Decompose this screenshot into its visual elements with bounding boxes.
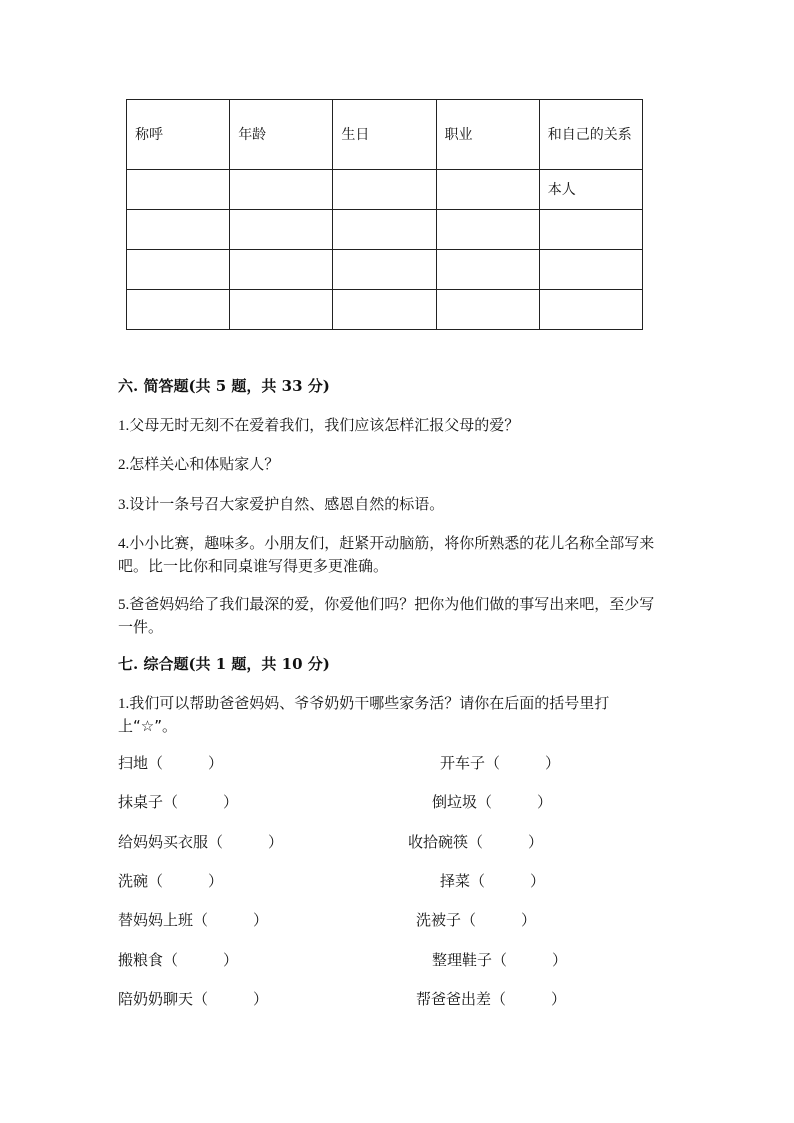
- question-number: 2.: [118, 457, 130, 473]
- question-text: 我们可以帮助爸爸妈妈、爷爷奶奶干哪些家务活？请你在后面的括号里打上“☆”。: [118, 694, 610, 735]
- answer-bracket[interactable]: （ ）: [163, 951, 239, 969]
- table-cell: [436, 250, 539, 290]
- question-6-4: [118, 532, 668, 577]
- question-text: 小小比赛，趣味多。小朋友们，赶紧开动脑筋，将你所熟悉的花儿名称全部写来吧。比一比你和同桌谁写得更多更准确。: [118, 534, 655, 575]
- answer-bracket[interactable]: （ ）: [468, 833, 544, 851]
- answer-bracket[interactable]: （ ）: [163, 793, 239, 811]
- chore-item-left: [118, 909, 268, 931]
- answer-bracket[interactable]: （ ）: [470, 872, 546, 890]
- table-cell: 本人: [539, 170, 642, 210]
- chore-item-right: [416, 988, 566, 1010]
- question-7-1: [118, 692, 668, 737]
- section-7-title: 七. 综合题(共 1 题，共 10 分): [118, 655, 330, 673]
- chore-item-right: [432, 791, 552, 813]
- chore-item-left: [118, 752, 223, 774]
- chore-label: 收拾碗筷: [408, 833, 469, 851]
- question-number: 3.: [118, 497, 130, 513]
- chore-label: 替妈妈上班: [118, 911, 194, 929]
- chore-label: 帮爸爸出差: [416, 990, 492, 1008]
- chore-item-right: [416, 909, 536, 931]
- chore-item-right: [440, 870, 545, 892]
- answer-bracket[interactable]: （ ）: [461, 911, 537, 929]
- question-text: 爸爸妈妈给了我们最深的爱，你爱他们吗？把你为他们做的事写出来吧，至少写一件。: [118, 595, 655, 636]
- answer-bracket[interactable]: （ ）: [492, 951, 568, 969]
- table-cell: [436, 170, 539, 210]
- table-header-cell: 称呼: [127, 100, 230, 170]
- table-cell: [333, 170, 436, 210]
- table-cell: [127, 250, 230, 290]
- question-number: 1.: [118, 418, 130, 434]
- answer-bracket[interactable]: （ ）: [485, 754, 561, 772]
- question-text: 怎样关心和体贴家人？: [129, 455, 280, 473]
- question-number: 1.: [118, 696, 130, 712]
- chore-label: 给妈妈买衣服: [118, 833, 209, 851]
- answer-bracket[interactable]: （ ）: [208, 833, 284, 851]
- chore-label: 搬粮食: [118, 951, 164, 969]
- chore-label: 整理鞋子: [432, 951, 493, 969]
- table-cell: [127, 170, 230, 210]
- answer-bracket[interactable]: （ ）: [193, 990, 269, 1008]
- table-cell: [436, 210, 539, 250]
- chore-item-left: [118, 831, 283, 853]
- table-cell: [127, 290, 230, 330]
- chore-label: 择菜: [440, 872, 471, 890]
- question-6-5: [118, 593, 668, 638]
- table-header-cell: 和自己的关系: [539, 100, 642, 170]
- chore-item-left: [118, 949, 238, 971]
- chore-label: 开车子: [440, 754, 486, 772]
- question-6-1: [118, 414, 678, 437]
- question-6-3: [118, 493, 678, 516]
- chore-label: 洗碗: [118, 872, 149, 890]
- table-cell: [230, 170, 333, 210]
- question-number: 4.: [118, 536, 130, 552]
- chore-item-right: [408, 831, 543, 853]
- section-6-title: 六. 简答题(共 5 题，共 33 分): [118, 377, 330, 395]
- table-cell: [333, 250, 436, 290]
- question-text: 父母无时无刻不在爱着我们，我们应该怎样汇报父母的爱？: [129, 416, 520, 434]
- chore-item-left: [118, 988, 268, 1010]
- table-row: [127, 210, 643, 250]
- chore-label: 陪奶奶聊天: [118, 990, 194, 1008]
- table-cell: [333, 210, 436, 250]
- chore-item-right: [440, 752, 560, 774]
- table-cell: [230, 250, 333, 290]
- table-header-cell: 年龄: [230, 100, 333, 170]
- table-cell: [436, 290, 539, 330]
- table-header-cell: 职业: [436, 100, 539, 170]
- table-cell: [230, 290, 333, 330]
- chore-item-left: [118, 791, 238, 813]
- chore-item-right: [432, 949, 567, 971]
- answer-bracket[interactable]: （ ）: [148, 872, 224, 890]
- question-6-2: [118, 453, 678, 476]
- table-cell: [539, 250, 642, 290]
- answer-bracket[interactable]: （ ）: [148, 754, 224, 772]
- table-header-row: [127, 100, 643, 170]
- table-header-cell: 生日: [333, 100, 436, 170]
- table-row: [127, 170, 643, 210]
- chore-label: 洗被子: [416, 911, 462, 929]
- chore-label: 扫地: [118, 754, 149, 772]
- table-cell: [539, 290, 642, 330]
- answer-bracket[interactable]: （ ）: [491, 990, 567, 1008]
- chore-label: 倒垃圾: [432, 793, 478, 811]
- answer-bracket[interactable]: （ ）: [477, 793, 553, 811]
- table-cell: [230, 210, 333, 250]
- table-row: [127, 290, 643, 330]
- answer-bracket[interactable]: （ ）: [193, 911, 269, 929]
- table-cell: [539, 210, 642, 250]
- question-text: 设计一条号召大家爱护自然、感恩自然的标语。: [129, 495, 445, 513]
- chore-item-left: [118, 870, 223, 892]
- question-number: 5.: [118, 597, 130, 613]
- family-info-table: [126, 99, 643, 330]
- chore-label: 抹桌子: [118, 793, 164, 811]
- table-row: [127, 250, 643, 290]
- table-cell: [127, 210, 230, 250]
- table-cell: [333, 290, 436, 330]
